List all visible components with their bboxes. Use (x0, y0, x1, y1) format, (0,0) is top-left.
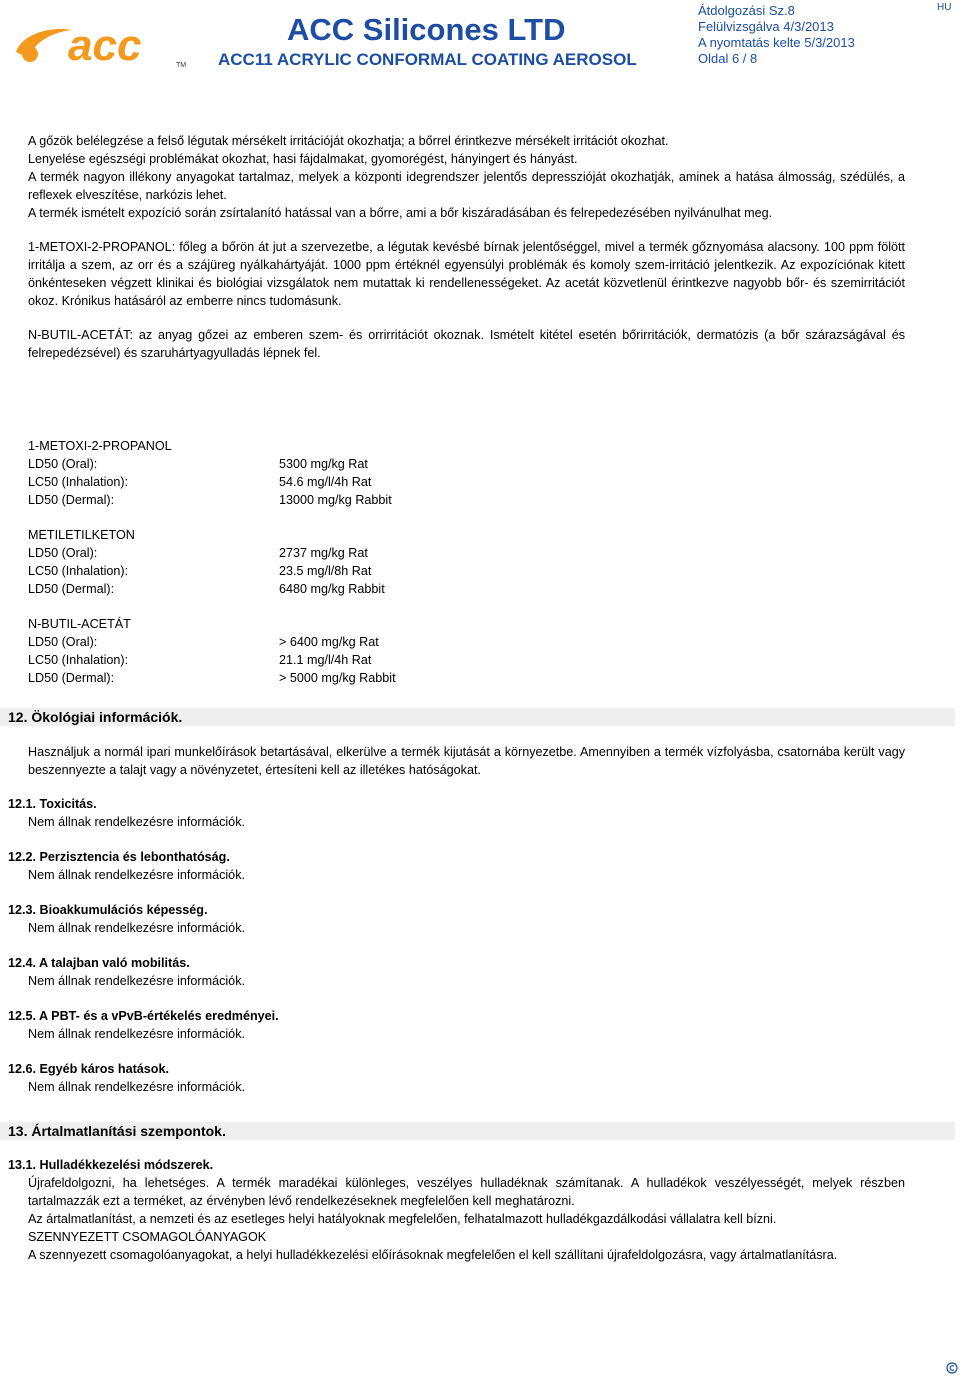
copyright-icon (946, 1362, 958, 1374)
intro-line: Lenyelése egészségi problémákat okozhat, hasi fájdalmakat, gyomorégést, hányingert és hányást. (28, 152, 578, 166)
logo-wordmark: acc (68, 21, 142, 70)
toxicity-row (28, 562, 396, 580)
toxicity-substance (28, 615, 396, 687)
intro-line: A gőzök belélegzése a felső légutak mérsékelt irritációját okozhatja; a bőrrel érintkezve mérsékelt irritációt okozhat. (28, 134, 669, 148)
disposal-paragraph: Újrafeldolgozni, ha lehetséges. A termék maradékai különleges, veszélyes hulladéknak számítanak. A hulladékok veszélyességét, melyek részben tartalmazzák ezt a terméket, az érvényben lévő rendelkezéseknek megfelelően kell meghatározni. (28, 1176, 905, 1208)
packaging-paragraph: A szennyezett csomagolóanyagokat, a helyi hulladékkezelési előírásoknak megfelelően el kell szállítani újrafeldolgozásra, vagy ártalmatlanításra. (28, 1248, 838, 1262)
subsection (8, 1007, 905, 1043)
toxicity-row (28, 651, 396, 669)
section-13-header (0, 1122, 955, 1140)
tox-value: > 6400 mg/kg Rat (279, 635, 379, 649)
section-13-title: 13. Ártalmatlanítási szempontok. (8, 1123, 226, 1139)
subsection-title: 12.3. Bioakkumulációs képesség. (8, 903, 208, 917)
toxicity-row (28, 633, 396, 651)
toxicity-row (28, 580, 396, 598)
tox-value: 6480 mg/kg Rabbit (279, 582, 385, 596)
toxicity-data (28, 437, 396, 704)
subsection-text: Nem állnak rendelkezésre információk. (28, 815, 245, 829)
subsection-text: Nem állnak rendelkezésre információk. (28, 974, 245, 988)
logo-dot (22, 46, 38, 62)
company-name: ACC Silicones LTD (287, 12, 566, 47)
subsection-title: 12.4. A talajban való mobilitás. (8, 956, 190, 970)
subsection (8, 795, 905, 831)
subsection-title: 12.1. Toxicitás. (8, 797, 97, 811)
toxicity-row (28, 669, 396, 687)
substance-name: 1-METOXI-2-PROPANOL (28, 439, 172, 453)
subsection-text: Nem állnak rendelkezésre információk. (28, 921, 245, 935)
disposal-paragraph: Az ártalmatlanítást, a nemzeti és az esetleges helyi hatályoknak megfelelően, felhatalmazott hulladékgazdálkodási vállalatra kell bízni. (28, 1212, 777, 1226)
acc-logo (10, 14, 190, 70)
health-effects-text (28, 132, 905, 362)
tox-label: LC50 (Inhalation): (28, 564, 129, 578)
language-code: HU (937, 2, 952, 13)
subsection-title: 12.6. Egyéb káros hatások. (8, 1062, 170, 1076)
subsection-text: Nem állnak rendelkezésre információk. (28, 1027, 245, 1041)
tox-value: > 5000 mg/kg Rabbit (279, 671, 396, 685)
logo-tm: TM (176, 62, 187, 69)
tox-value: 2737 mg/kg Rat (279, 546, 368, 560)
subsection (8, 954, 905, 990)
substance-name: METILETILKETON (28, 528, 135, 542)
subsection-title: 13.1. Hulladékkezelési módszerek. (8, 1158, 214, 1172)
tox-value: 23.5 mg/l/8h Rat (279, 564, 372, 578)
intro-line: A termék nagyon illékony anyagokat tartalmaz, melyek a központi idegrendszer jelentős depresszióját okozhatják, aminek a hatása álmosság, szédülés, a reflexek elveszítése, narkózis lehet. (28, 170, 905, 202)
tox-label: LD50 (Dermal): (28, 582, 115, 596)
toxicity-row (28, 491, 396, 509)
subsection-text: Nem állnak rendelkezésre információk. (28, 1080, 245, 1094)
intro-line: A termék ismételt expozíció során zsírtalanító hatással van a bőrre, ami a bőr kiszáradásában és felrepedezésében nyilvánulhat meg. (28, 206, 773, 220)
page-header (0, 0, 960, 80)
subsection-title: 12.5. A PBT- és a vPvB-értékelés eredményei. (8, 1009, 279, 1023)
tox-value: 13000 mg/kg Rabbit (279, 493, 392, 507)
tox-label: LD50 (Oral): (28, 457, 98, 471)
page-number: Oldal 6 / 8 (698, 51, 758, 66)
document-meta (698, 3, 855, 67)
product-name: ACC11 ACRYLIC CONFORMAL COATING AEROSOL (218, 50, 637, 69)
toxicity-substance (28, 437, 396, 509)
toxicity-row (28, 455, 396, 473)
toxicity-row (28, 544, 396, 562)
tox-label: LD50 (Oral): (28, 635, 98, 649)
butyl-paragraph: N-BUTIL-ACETÁT: az anyag gőzei az emberen szem- és orrirritációt okoznak. Ismételt kitétel esetén bőrirritációk, dermatózis (a bőr szárazságával és felrepedézsével) és szaruhártyagyulladás lépnek fel. (28, 328, 905, 360)
tox-label: LC50 (Inhalation): (28, 475, 129, 489)
subsection (8, 901, 905, 937)
substance-name: N-BUTIL-ACETÁT (28, 617, 131, 631)
subsection-text: Nem állnak rendelkezésre információk. (28, 868, 245, 882)
packaging-heading: SZENNYEZETT CSOMAGOLÓANYAGOK (28, 1230, 267, 1244)
print-date: A nyomtatás kelte 5/3/2013 (698, 35, 855, 50)
review-date: Felülvizsgálva 4/3/2013 (698, 19, 834, 34)
tox-value: 54.6 mg/l/4h Rat (279, 475, 372, 489)
section-12-header (0, 708, 955, 726)
tox-value: 5300 mg/kg Rat (279, 457, 368, 471)
section-12-title: 12. Ökológiai információk. (8, 709, 183, 725)
revision-number: Átdolgozási Sz.8 (698, 3, 795, 18)
tox-label: LD50 (Oral): (28, 546, 98, 560)
subsection-title: 12.2. Perzisztencia és lebonthatóság. (8, 850, 230, 864)
tox-label: LD50 (Dermal): (28, 671, 115, 685)
section-13-body (8, 1156, 905, 1264)
toxicity-row (28, 473, 396, 491)
subsection (8, 848, 905, 884)
methoxy-paragraph: 1-METOXI-2-PROPANOL: főleg a bőrön át jut a szervezetbe, a légutak kevésbé bírnak jelentőséggel, mivel a termék gőznyomása alacsony. 100 ppm fölött irritálja a szem, az orr és a szájüreg nyálkahártyáját. 1000 ppm értéknél egyensúlyi problémák és komoly szem-irritáció jelentkezik. Az expozíciónak kitett önkénteseken végzett klinikai és biológiai vizsgálatok nem mutattak ki rendellenességeket. Az acetát közvetlenül érintkezve nagyobb bőr- és szemirritációt okoz. Krónikus hatásáról az emberre nincs tudomásunk. (28, 240, 905, 308)
tox-value: 21.1 mg/l/4h Rat (279, 653, 372, 667)
tox-label: LD50 (Dermal): (28, 493, 115, 507)
tox-label: LC50 (Inhalation): (28, 653, 129, 667)
subsection (8, 1060, 905, 1096)
section-12-intro: Használjuk a normál ipari munkelőírások betartásával, elkerülve a termék kijutását a környezetbe. Amennyiben a termék vízfolyásba, csatornába került vagy beszennyezte a talajt vagy a növényzetet, értesíteni kell az illetékes hatóságokat. (28, 745, 905, 777)
section-12-body (8, 743, 905, 1113)
toxicity-substance (28, 526, 396, 598)
